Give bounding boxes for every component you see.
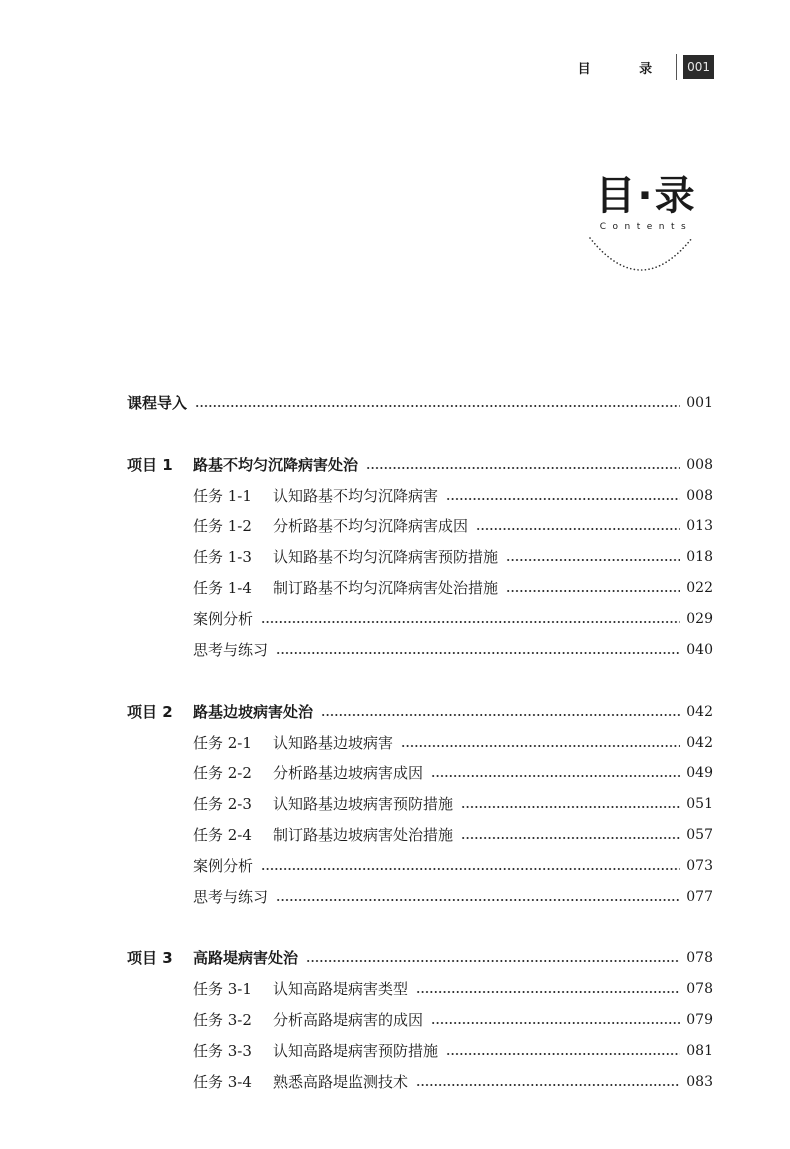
toc-entry-page-number: 029 [686,611,713,627]
toc-entry-section[interactable] [193,886,713,908]
dot-leader [321,714,680,716]
toc-entry-page-number: 049 [686,765,713,781]
dot-leader [261,621,680,623]
toc-entry-section[interactable] [193,732,713,754]
toc-entry-page-number: 018 [686,549,713,565]
toc-entry-title: 认知路基不均匀沉降病害 [273,487,439,505]
toc-entry-page-number: 001 [686,395,713,411]
toc-entry-page-number: 078 [686,981,713,997]
dot-leader [416,1084,680,1086]
toc-entry-title: 案例分析 [193,610,254,628]
toc-entry-title: 高路堤病害处治 [193,949,299,967]
toc-entry-title: 认知高路堤病害预防措施 [273,1042,439,1060]
toc-entry-number: 任务 1-3 [193,548,252,566]
toc-entry-section[interactable] [193,1040,713,1062]
toc-entry-section[interactable] [193,1009,713,1031]
dot-leader [306,960,680,962]
toc-entry-page-number: 057 [686,827,713,843]
dot-leader [461,806,680,808]
dot-leader [401,745,680,747]
header-label: 目 录 [577,61,675,77]
toc-entry-title: 案例分析 [193,857,254,875]
toc-entry-section[interactable] [193,793,713,815]
dot-leader [276,652,680,654]
toc-entry-title: 制订路基边坡病害处治措施 [273,826,454,844]
toc-entry-number: 项目 3 [127,949,173,967]
toc-entry-section[interactable] [193,855,713,877]
toc-entry-section[interactable] [193,1071,713,1093]
toc-entry-section[interactable] [193,577,713,599]
toc-entry-number: 任务 2-4 [193,826,252,844]
toc-entry-number: 任务 1-1 [193,487,252,505]
toc-entry-title: 认知路基边坡病害 [273,734,394,752]
toc-entry-page-number: 042 [686,704,713,720]
dot-leader [276,899,680,901]
dot-leader [446,498,680,500]
toc-entry-chapter[interactable] [127,392,713,414]
header-page-number: 001 [683,55,714,79]
toc-entry-section[interactable] [193,639,713,661]
toc-entry-page-number: 078 [686,950,713,966]
toc-entry-title: 分析高路堤病害的成因 [273,1011,424,1029]
dot-leader [506,559,680,561]
running-header [578,54,714,80]
toc-entry-page-number: 077 [686,889,713,905]
page-subtitle: Contents [599,222,693,232]
toc-entry-number: 任务 1-2 [193,517,252,535]
toc-entry-page-number: 073 [686,858,713,874]
toc-entry-page-number: 042 [686,735,713,751]
toc-entry-chapter[interactable] [127,701,713,723]
toc-entry-section[interactable] [193,978,713,1000]
toc-entry-title: 课程导入 [127,394,188,412]
toc-entry-number: 任务 3-4 [193,1073,252,1091]
toc-entry-title: 分析路基边坡病害成因 [273,764,424,782]
toc-entry-number: 项目 2 [127,703,173,721]
toc-entry-title: 路基不均匀沉降病害处治 [193,456,359,474]
toc-entry-number: 任务 2-3 [193,795,252,813]
toc-entry-chapter[interactable] [127,454,713,476]
page-title: 目·录 [595,173,697,219]
toc-entry-section[interactable] [193,485,713,507]
dot-leader [446,1053,680,1055]
dot-leader [416,991,680,993]
dot-leader [506,590,680,592]
toc-entry-section[interactable] [193,762,713,784]
dot-leader [476,528,680,530]
toc-entry-page-number: 083 [686,1074,713,1090]
toc-entry-title: 熟悉高路堤监测技术 [273,1073,409,1091]
dot-leader [366,467,680,469]
toc-entry-number: 任务 3-1 [193,980,252,998]
toc-entry-title: 思考与练习 [193,641,269,659]
dot-leader [195,405,680,407]
toc-entry-title: 思考与练习 [193,888,269,906]
toc-entry-number: 项目 1 [127,456,173,474]
toc-entry-page-number: 008 [686,488,713,504]
toc-entry-section[interactable] [193,515,713,537]
toc-entry-page-number: 079 [686,1012,713,1028]
toc-entry-page-number: 022 [686,580,713,596]
contents-title-block [576,172,716,232]
toc-entry-page-number: 040 [686,642,713,658]
toc-entry-section[interactable] [193,824,713,846]
toc-entry-section[interactable] [193,608,713,630]
header-divider [676,54,677,80]
toc-entry-number: 任务 2-2 [193,764,252,782]
dot-leader [461,837,680,839]
toc-entry-page-number: 051 [686,796,713,812]
toc-entry-title: 认知路基边坡病害预防措施 [273,795,454,813]
toc-entry-title: 认知高路堤病害类型 [273,980,409,998]
dot-leader [431,1022,680,1024]
toc-entry-number: 任务 2-1 [193,734,252,752]
toc-entry-title: 分析路基不均匀沉降病害成因 [273,517,469,535]
toc-entry-page-number: 013 [686,518,713,534]
toc-entry-page-number: 081 [686,1043,713,1059]
dot-leader [431,775,680,777]
dotted-arc-ornament [586,232,696,282]
toc-entry-chapter[interactable] [127,947,713,969]
toc-entry-title: 路基边坡病害处治 [193,703,314,721]
toc-entry-section[interactable] [193,546,713,568]
toc-entry-number: 任务 3-2 [193,1011,252,1029]
toc-entry-page-number: 008 [686,457,713,473]
toc-entry-number: 任务 3-3 [193,1042,252,1060]
toc-entry-title: 制订路基不均匀沉降病害处治措施 [273,579,499,597]
dot-leader [261,868,680,870]
toc-entry-number: 任务 1-4 [193,579,252,597]
toc-entry-title: 认知路基不均匀沉降病害预防措施 [273,548,499,566]
